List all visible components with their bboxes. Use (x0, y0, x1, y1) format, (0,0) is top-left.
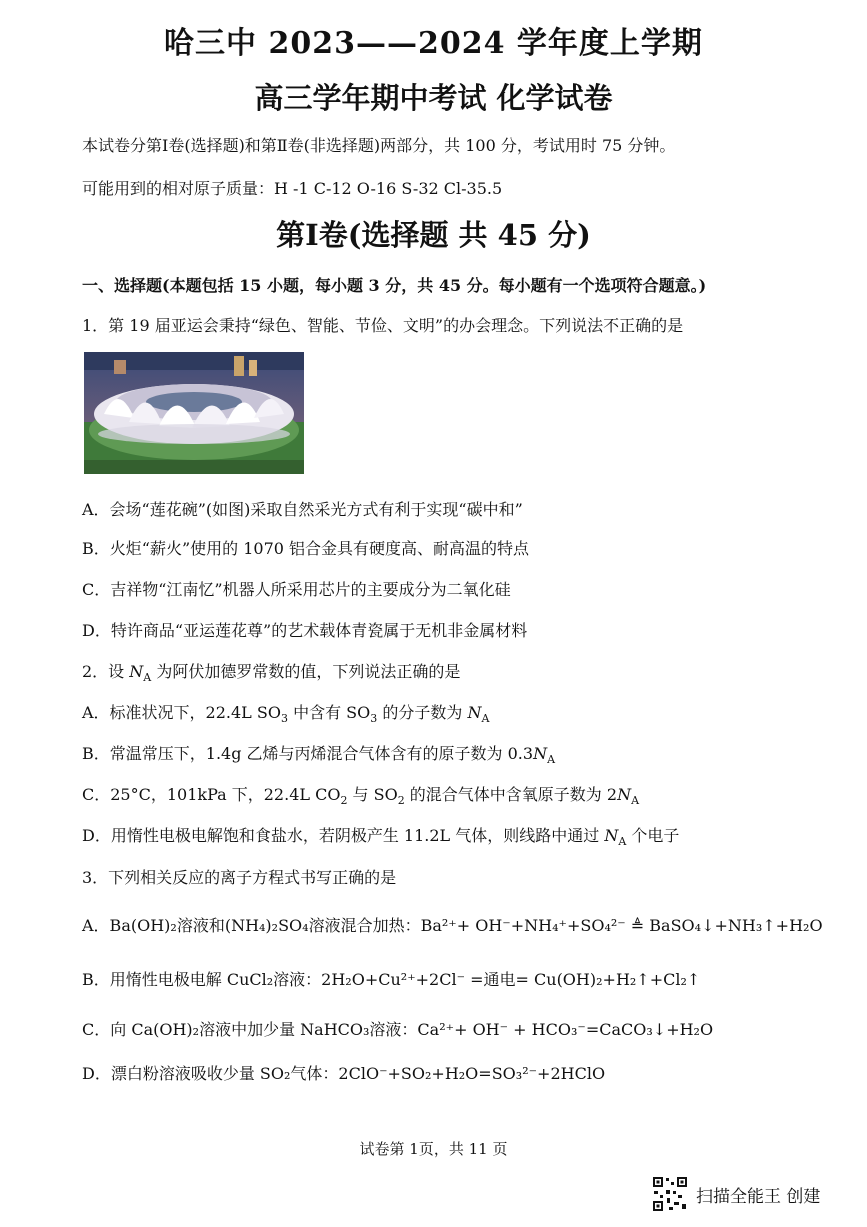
qr-code-icon (652, 1176, 688, 1212)
q2-option-d: D．用惰性电极电解饱和食盐水，若阴极产生 11.2L 气体，则线路中通过 $N_A$ 个电子 (82, 826, 680, 849)
q1-option-c: C．吉祥物“江南忆”机器人所采用芯片的主要成分为二氧化硅 (82, 580, 511, 599)
q3-option-a: A．Ba(OH)₂溶液和(NH₄)₂SO₄溶液混合加热：Ba²⁺+ OH⁻+NH₄⁺+SO₄²⁻ ≜ BaSO₄↓+NH₃↑+H₂O (82, 916, 823, 935)
q3-option-c: C．向 Ca(OH)₂溶液中加少量 NaHCO₃溶液：Ca²⁺+ OH⁻ + HCO₃⁻=CaCO₃↓+H₂O (82, 1020, 714, 1039)
intro-line1: 本试卷分第Ⅰ卷(选择题)和第Ⅱ卷(非选择题)两部分，共 100 分，考试用时 75 分钟。 (82, 136, 676, 155)
q1-stem: 1．第 19 届亚运会秉持“绿色、智能、节俭、文明”的办会理念。下列说法不正确的是 (82, 316, 684, 335)
scanner-watermark (652, 1174, 842, 1214)
page-number: 试卷第 1页，共 11 页 (359, 1140, 508, 1158)
intro-line2: 可能用到的相对原子质量：H -1 C-12 O-16 S-32 Cl-35.5 (82, 179, 503, 198)
q3-stem: 3．下列相关反应的离子方程式书写正确的是 (82, 868, 397, 887)
q1-option-a: A．会场“莲花碗”(如图)采取自然采光方式有利于实现“碳中和” (82, 500, 523, 519)
q2-option-a: A．标准状况下，22.4L $SO_3$ 中含有 $SO_3$ 的分子数为 $N_A$ (82, 703, 490, 726)
q2-option-b: B．常温常压下，1.4g 乙烯与丙烯混合气体含有的原子数为 $0.3N_A$ (82, 744, 556, 767)
q3-option-d: D．漂白粉溶液吸收少量 SO₂气体：2ClO⁻+SO₂+H₂O=SO₃²⁻+2HClO (82, 1064, 606, 1083)
q1-option-b: B．火炬“薪火”使用的 1070 铝合金具有硬度高、耐高温的特点 (82, 539, 530, 558)
q1-option-d: D．特许商品“亚运莲花尊”的艺术载体青瓷属于无机非金属材料 (82, 621, 528, 640)
stadium-photo (84, 352, 304, 474)
part1-heading: 一、选择题(本题包括 15 小题，每小题 3 分，共 45 分。每小题有一个选项符合题意。) (82, 276, 707, 295)
q2-stem: 2．设 $N_A$ 为阿伏加德罗常数的值，下列说法正确的是 (82, 662, 461, 685)
watermark-text: 扫描全能王 创建 (696, 1186, 821, 1207)
exam-title-line2: 高三学年期中考试 化学试卷 (254, 81, 613, 115)
exam-title-line1: 哈三中 2023——2024 学年度上学期 (164, 26, 703, 61)
q2-option-c: C．25°C，101kPa 下，22.4L $CO_2$ 与 $SO_2$ 的混合气体中含氧原子数为 $2N_A$ (82, 785, 640, 808)
section-title: 第Ⅰ卷(选择题 共 45 分) (276, 218, 591, 252)
q3-option-b: B．用惰性电极电解 CuCl₂溶液：2H₂O+Cu²⁺+2Cl⁻ =通电= Cu(OH)₂+H₂↑+Cl₂↑ (82, 970, 701, 989)
